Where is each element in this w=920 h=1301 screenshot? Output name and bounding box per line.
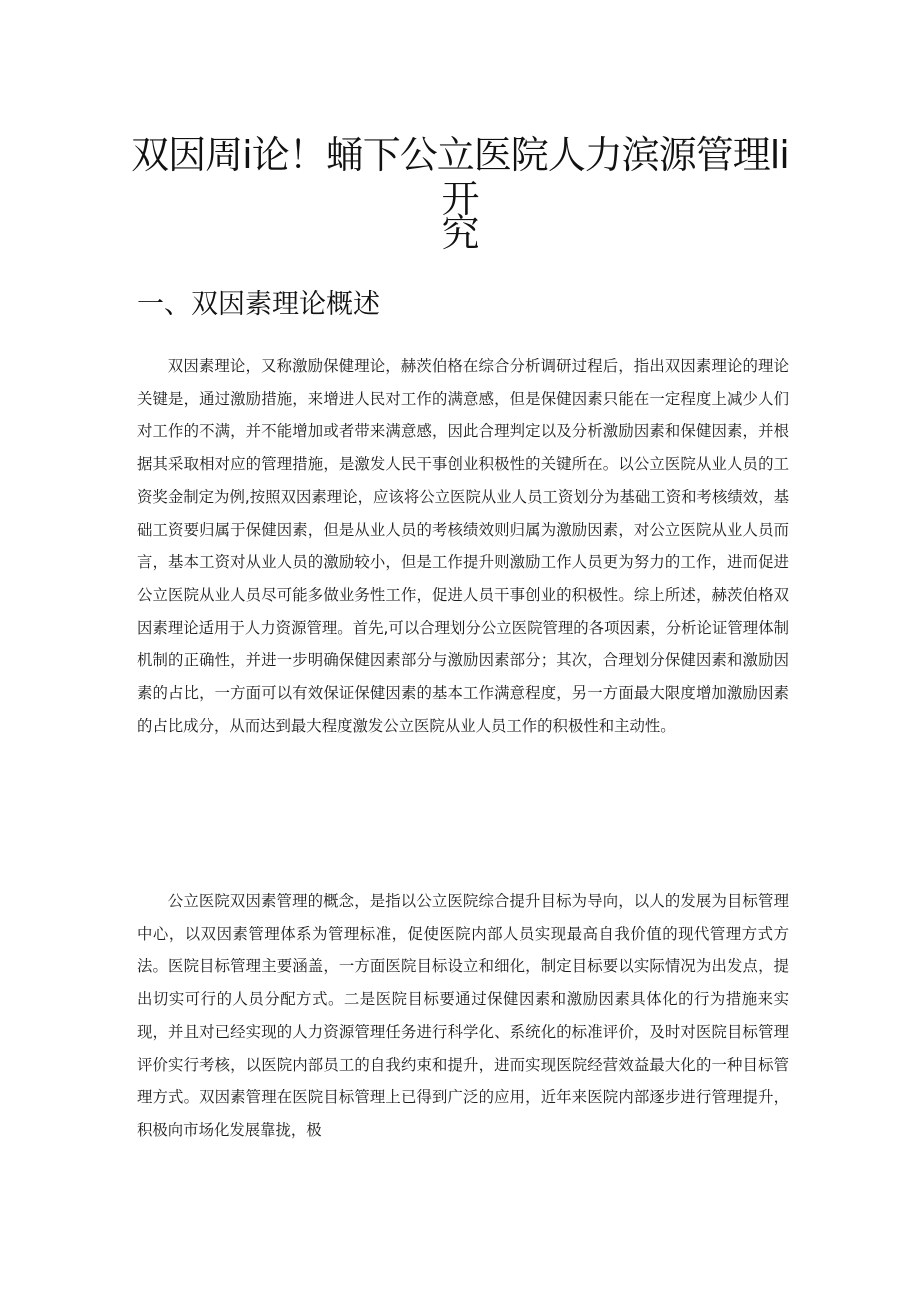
document-title-line-1: 双因周i论！蛹下公立医院人力滨源管理li开 bbox=[131, 133, 789, 221]
document-title-line-2: 究 bbox=[441, 211, 479, 255]
paragraph-2: 公立医院双因素管理的概念，是指以公立医院综合提升目标为导向，以人的发展为目标管理中心，以双因素管理体系为管理标准，促使医院内部人员实现最高自我价值的现代管理方式方法。医院目标管理主要涵盖，一方面医院目标设立和细化，制定目标要以实际情况为出发点，提出切实可行的人员分配方式。二是医院目标要通过保健因素和激励因素具体化的行为措施来实现，并且对已经实现的人力资源管理任务进行科学化、系统化的标准评价，及时对医院目标管理评价实行考核，以医院内部员工的自我约束和提升，进而实现医院经营效益最大化的一种目标管理方式。双因素管理在医院目标管理上已得到广泛的应用，近年来医院内部逐步进行管理提升，积极向市场化发展靠拢，极 bbox=[137, 892, 789, 1139]
section-heading: 一、双因素理论概述 bbox=[137, 289, 380, 320]
paragraph-1: 双因素理论，又称激励保健理论，赫茨伯格在综合分析调研过程后，指出双因素理论的理论关键是，通过激励措施，来增进人民对工作的满意感，但是保健因素只能在一定程度上减少人们对工作的不满，并不能增加或者带来满意感，因此合理判定以及分析激励因素和保健因素，并根据其采取相对应的管理措施，是激发人民干事创业积极性的关键所在。以公立医院从业人员的工资奖金制定为例,按照双因素理论，应该将公立医院从业人员工资划分为基础工资和考核绩效，基础工资要归属于保健因素，但是从业人员的考核绩效则归属为激励因素，对公立医院从业人员而言，基本工资对从业人员的激励较小，但是工作提升则激励工作人员更为努力的工作，进而促进公立医院从业人员尽可能多做业务性工作，促进人员干事创业的积极性。综上所述，赫茨伯格双因素理论适用于人力资源管理。首先,可以合理划分公立医院管理的各项因素，分析论证管理体制机制的正确性，并进一步明确保健因素部分与激励因素部分；其次，合理划分保健因素和激励因素的占比，一方面可以有效保证保健因素的基本工作满意程度，另一方面最大限度增加激励因素的占比成分，从而达到最大程度激发公立医院从业人员工作的积极性和主动性。 bbox=[137, 357, 789, 735]
